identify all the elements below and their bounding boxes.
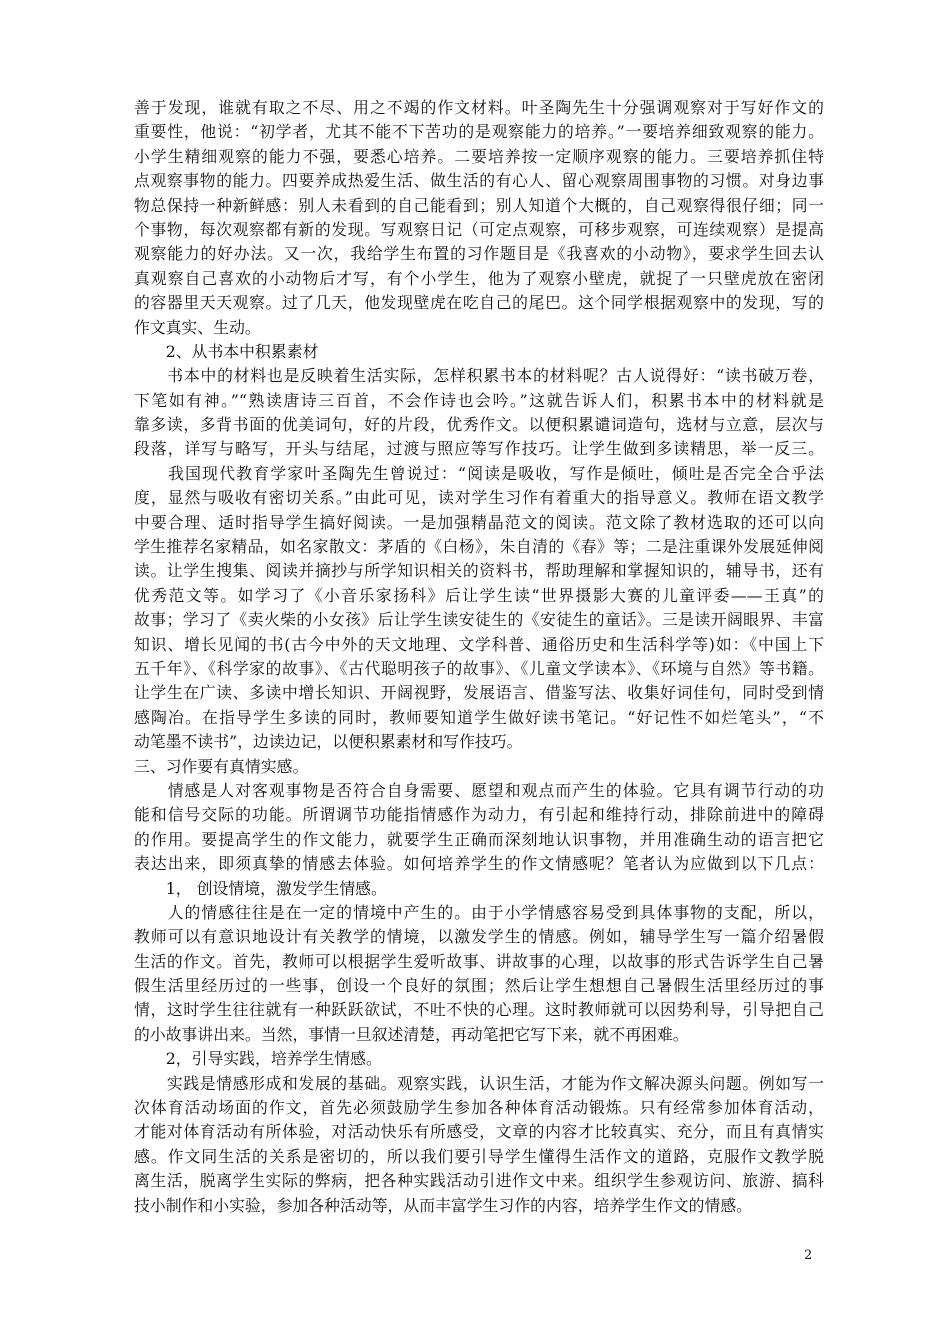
text-line: 的小故事讲出来。当然，事情一旦叙述清楚，再动笔把它写下来，就不再困难。 xyxy=(134,1024,689,1044)
text-line: 小学生精细观察的能力不强，要悉心培养。二要培养按一定顺序观察的能力。三要培养抓住特 xyxy=(134,146,824,166)
text-line: 书本中的材料也是反映着生活实际，怎样积累书本的材料呢？古人说得好：“读书破万卷， xyxy=(134,366,824,386)
text-line: 真观察自己喜欢的小动物后才写，有个小学生，他为了观察小壁虎，就捉了一只壁虎放在密闭 xyxy=(134,268,824,288)
text-line: 实践是情感形成和发展的基础。观察实践，认识生活，才能为作文解决源头问题。例如写一 xyxy=(134,1073,824,1093)
text-line: 技小制作和小实验，参加各种活动等，从而丰富学生习作的内容，培养学生作文的情感。 xyxy=(134,1195,753,1215)
text-line: 2、从书本中积累素材 xyxy=(134,341,319,361)
text-line: 优秀范文等。如学习了《小音乐家扬科》后让学生读“世界摄影大赛的儿童评委——王真”的 xyxy=(134,585,824,605)
text-line: 读。让学生搜集、阅读并摘抄与所学知识相关的资料书，帮助理解和掌握知识的，辅导书，还有 xyxy=(134,561,824,581)
text-line: 人的情感往往是在一定的情境中产生的。由于小学情感容易受到具体事物的支配，所以， xyxy=(134,902,824,922)
text-line: 表达出来，即须真挚的情感去体验。如何培养学生的作文情感呢？笔者认为应做到以下几点： xyxy=(134,854,824,874)
text-line: 靠多读，多背书面的优美词句，好的片段，优秀作文。以便积累谴词造句，选材与立意，层次与 xyxy=(134,415,824,435)
text-line: 重要性，他说：“初学者，尤其不能不下苦功的是观察能力的培养。”一要培养细致观察的能力。 xyxy=(134,122,824,142)
text-line: 的作用。要提高学生的作文能力，就要学生正确而深刻地认识事物，并用准确生动的语言把它 xyxy=(134,829,824,849)
text-line: 才能对体育活动有所体验，对活动快乐有所感受，文章的内容才比较真实、充分，而且有真情实 xyxy=(134,1122,824,1142)
text-line: 假生活里经历过的一些事，创设一个良好的氛围；然后让学生想想自己暑假生活里经历过的事 xyxy=(134,976,824,996)
text-line: 知识、增长见闻的书(古今中外的天文地理、文学科普、通俗历史和生活科学等)如：《中国上下 xyxy=(134,634,824,654)
text-line: 学生推荐名家精品，如名家散文：茅盾的《白杨》，朱自清的《春》等；二是注重课外发展延伸阅 xyxy=(134,537,824,557)
text-line: 故事；学习了《卖火柴的小女孩》后让学生读安徒生的《安徒生的童话》。三是读开阔眼界、丰富 xyxy=(134,610,824,630)
text-line: 次体育活动场面的作文，首先必须鼓励学生参加各种体育活动锻炼。只有经常参加体育活动， xyxy=(134,1098,824,1118)
text-line: 让学生在广读、多读中增长知识、开阔视野，发展语言、借鉴写法、收集好词佳句，同时受到情 xyxy=(134,683,824,703)
text-line: 感。作文同生活的关系是密切的，所以我们要引导学生懂得生活作文的道路，克服作文教学脱 xyxy=(134,1146,824,1166)
text-line: 感陶冶。在指导学生多读的同时，教师要知道学生做好读书笔记。“好记性不如烂笔头”，“不 xyxy=(134,707,824,727)
text-line: 1， 创设情境，激发学生情感。 xyxy=(134,878,387,898)
text-line: 的容器里天天观察。过了几天，他发现壁虎在吃自己的尾巴。这个同学根据观察中的发现，写的 xyxy=(134,293,824,313)
text-line: 作文真实、生动。 xyxy=(134,317,261,337)
body-text xyxy=(134,96,824,1218)
text-line: 情，这时学生往往就有一种跃跃欲试，不吐不快的心理。这时教师就可以因势利导，引导把自己 xyxy=(134,1000,824,1020)
text-line: 离生活，脱离学生实际的弊病，把各种实践活动引进作文中来。组织学生参观访问、旅游、搞科 xyxy=(134,1171,824,1191)
text-line: 下笔如有神。”“熟读唐诗三百首，不会作诗也会吟。”这就告诉人们，积累书本中的材料就是 xyxy=(134,390,824,410)
text-line: 我国现代教育学家叶圣陶先生曾说过：“阅读是吸收，写作是倾吐，倾吐是否完全合乎法 xyxy=(134,463,824,483)
text-line: 度，显然与吸收有密切关系。”由此可见，读对学生习作有着重大的指导意义。教师在语文教学 xyxy=(134,488,824,508)
text-line: 生活的作文。首先，教师可以根据学生爱听故事、讲故事的心理，以故事的形式告诉学生自己暑 xyxy=(134,951,824,971)
text-line: 情感是人对客观事物是否符合自身需要、愿望和观点而产生的体验。它具有调节行动的功 xyxy=(134,780,824,800)
text-line: 物总保持一种新鲜感：别人未看到的自己能看到；别人知道个大概的，自己观察得很仔细；同一 xyxy=(134,195,824,215)
text-line: 动笔墨不读书”，边读边记，以便积累素材和写作技巧。 xyxy=(134,732,523,752)
text-line: 三、习作要有真情实感。 xyxy=(134,756,309,776)
text-line: 能和信号交际的功能。所谓调节功能指情感作为动力，有引起和维持行动，排除前进中的障碍 xyxy=(134,805,824,825)
text-line: 中要合理、适时指导学生搞好阅读。一是加强精晶范文的阅读。范文除了教材选取的还可以向 xyxy=(134,512,824,532)
text-line: 个事物，每次观察都有新的发现。写观察日记（可定点观察，可移步观察，可连续观察）是提高 xyxy=(134,219,824,239)
text-line: 2，引导实践，培养学生情感。 xyxy=(134,1049,382,1069)
text-line: 段落，详写与略写，开头与结尾，过渡与照应等写作技巧。让学生做到多读精思，举一反三。 xyxy=(134,439,824,459)
page-number: 2 xyxy=(804,1248,813,1263)
text-line: 善于发现，谁就有取之不尽、用之不竭的作文材料。叶圣陶先生十分强调观察对于写好作文的 xyxy=(134,98,824,117)
text-line: 教师可以有意识地设计有关教学的情境，以激发学生的情感。例如，辅导学生写一篇介绍暑假 xyxy=(134,927,824,947)
text-line: 点观察事物的能力。四要养成热爱生活、做生活的有心人、留心观察周围事物的习惯。对身边事 xyxy=(134,171,824,191)
text-line: 五千年》、《科学家的故事》、《古代聪明孩子的故事》、《儿童文学读本》、《环境与自然》等书籍。 xyxy=(134,658,824,678)
text-line: 观察能力的好办法。又一次，我给学生布置的习作题目是《我喜欢的小动物》，要求学生回去认 xyxy=(134,244,824,264)
